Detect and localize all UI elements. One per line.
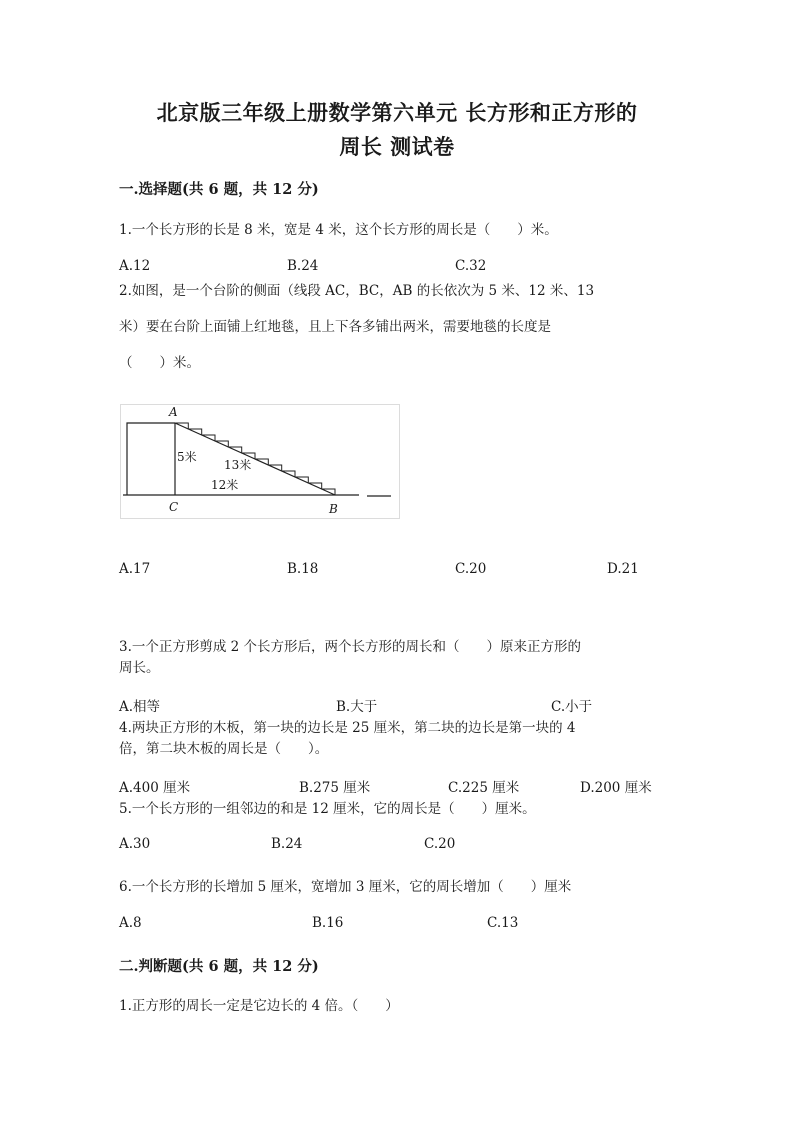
q2-option-a: A.17 bbox=[119, 561, 151, 577]
q4-option-b: B.275 厘米 bbox=[299, 780, 371, 796]
staircase-diagram bbox=[121, 405, 399, 518]
q3-option-b: B.大于 bbox=[336, 699, 378, 715]
question-4-text-line-1: 4.两块正方形的木板，第一块的边长是 25 厘米，第二块的边长是第一块的 4 bbox=[119, 720, 576, 736]
label-c: C bbox=[169, 500, 179, 514]
question-2-text-line-2: 米）要在台阶上面铺上红地毯，且上下各多铺出两米，需要地毯的长度是 bbox=[119, 319, 551, 335]
q3-option-a: A.相等 bbox=[119, 699, 161, 715]
question-1-text: 1.一个长方形的长是 8 米，宽是 4 米，这个长方形的周长是（ ）米。 bbox=[119, 222, 558, 238]
label-ac-length: 5米 bbox=[177, 450, 197, 464]
q2-option-d: D.21 bbox=[607, 561, 639, 577]
section-heading-choice: 一.选择题(共 6 题，共 12 分) bbox=[119, 181, 319, 198]
q5-option-b: B.24 bbox=[271, 836, 303, 852]
q2-option-b: B.18 bbox=[287, 561, 319, 577]
question-2-text-line-3: （ ）米。 bbox=[119, 355, 200, 371]
q6-option-a: A.8 bbox=[119, 915, 142, 931]
section-heading-true-false: 二.判断题(共 6 题，共 12 分) bbox=[119, 958, 319, 975]
question-3-text-line-1: 3.一个正方形剪成 2 个长方形后，两个长方形的周长和（ ）原来正方形的 bbox=[119, 639, 582, 655]
q3-option-c: C.小于 bbox=[551, 699, 593, 715]
document-title-line-1: 北京版三年级上册数学第六单元 长方形和正方形的 bbox=[156, 100, 638, 125]
label-ab-length: 13米 bbox=[224, 458, 252, 472]
label-b: B bbox=[329, 502, 338, 516]
q1-option-a: A.12 bbox=[119, 258, 151, 274]
q5-option-a: A.30 bbox=[119, 836, 151, 852]
q6-option-c: C.13 bbox=[487, 915, 519, 931]
q6-option-b: B.16 bbox=[312, 915, 344, 931]
tf-question-1-text: 1.正方形的周长一定是它边长的 4 倍。（ ） bbox=[119, 998, 399, 1014]
q1-option-b: B.24 bbox=[287, 258, 319, 274]
q2-option-c: C.20 bbox=[455, 561, 487, 577]
label-a: A bbox=[169, 405, 178, 419]
q4-option-a: A.400 厘米 bbox=[119, 780, 191, 796]
question-4-text-line-2: 倍，第二块木板的周长是（ ）。 bbox=[119, 741, 329, 757]
q4-option-c: C.225 厘米 bbox=[448, 780, 520, 796]
label-bc-length: 12米 bbox=[211, 478, 239, 492]
q5-option-c: C.20 bbox=[424, 836, 456, 852]
q4-option-d: D.200 厘米 bbox=[580, 780, 652, 796]
document-title-line-2: 周长 测试卷 bbox=[339, 134, 455, 159]
question-6-text: 6.一个长方形的长增加 5 厘米，宽增加 3 厘米，它的周长增加（ ）厘米 bbox=[119, 879, 572, 895]
question-3-text-line-2: 周长。 bbox=[119, 660, 160, 676]
question-2-text-line-1: 2.如图，是一个台阶的侧面（线段 AC，BC，AB 的长依次为 5 米、12 米、13 bbox=[119, 283, 595, 299]
staircase-figure bbox=[120, 404, 400, 519]
q1-option-c: C.32 bbox=[455, 258, 487, 274]
question-5-text: 5.一个长方形的一组邻边的和是 12 厘米，它的周长是（ ）厘米。 bbox=[119, 801, 536, 817]
